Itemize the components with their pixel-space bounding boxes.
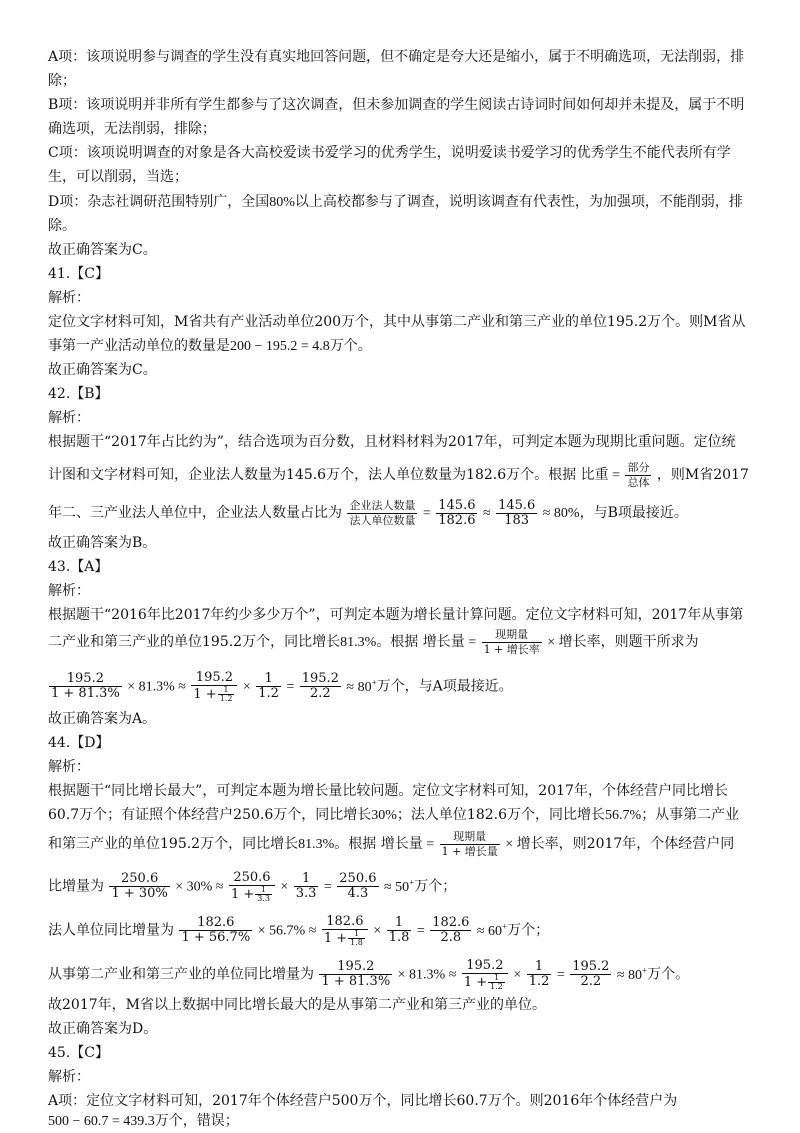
fraction: 部分 总体	[627, 460, 650, 489]
fraction: $\frac{195.2}{2.2}$	[301, 671, 339, 702]
text-line: 故正确答案为B。	[48, 535, 157, 551]
text-line: 根据题干“同比增长最大”，可判定本题为增长量比较问题。定位文字材料可知，2017年，个体经营户同比增长	[48, 783, 728, 799]
text-line: 法人单位同比增量为 $\frac{182.6}{1 + 56.7\%}$ × 56.7% ≈ 182.6 1 + $\frac{1}{1.8}$ × $\frac{1}{1.8}$ = $\frac{182.6}{2.8}$ ≈ 60+万个；	[48, 913, 550, 947]
fraction: $\frac{195.2}{1 + 81.3\%}$	[321, 959, 391, 990]
fraction: $\frac{1}{1.2}$	[528, 959, 550, 990]
text-line: A项：定位文字材料可知，2017年个体经营户500万个，同比增长60.7万个。则2016年个体经营户为	[48, 1093, 678, 1109]
fraction: 195.2 1 + $\frac{1}{1.2}$	[462, 959, 508, 991]
text-line: 二产业和第三产业的单位195.2万个，同比增长81.3%。根据 增长量 = 现期量 1 + 增长率 × 增长率，则题干所求为	[48, 627, 699, 656]
fraction: $\frac{195.2}{2.2}$	[572, 959, 610, 990]
text-line: 故正确答案为C。	[48, 362, 157, 378]
math-inline: 比重 =	[580, 468, 621, 483]
fraction: $\frac{145.6}{182.6}$	[438, 497, 476, 528]
math-inline: 200 − 195.2 = 4.8	[230, 339, 330, 354]
text-line: 定位文字材料可知，M省共有产业活动单位200万个，其中从事第二产业和第三产业的单位195.2万个。则M省从	[48, 314, 746, 330]
text-line: B项：该项说明并非所有学生都参与了这次调查，但未参加调查的学生阅读古诗词时间如何却并未提及，属于不明	[48, 97, 745, 113]
text-line: 生，可以削弱，当选；	[48, 169, 188, 185]
text-line: 根据题干“2017年占比约为”，结合选项为百分数，且材料材料为2017年，可判定本题为现期比重问题。定位统	[48, 434, 736, 450]
text-line: 故正确答案为C。	[48, 242, 157, 258]
fraction: 250.6 1 + $\frac{1}{3.3}$	[229, 871, 275, 903]
text-line: 年二、三产业法人单位中，企业法人数量占比为 企业法人数量 法人单位数量 = $\frac{145.6}{182.6}$ ≈ $\frac{145.6}{183}$ ≈ 80%，与B项最接近。	[48, 497, 688, 528]
question-number: 42.【B】	[48, 386, 109, 402]
fraction: $\frac{250.6}{1 + 30\%}$	[111, 871, 168, 902]
fraction: $\frac{1}{3.3}$	[295, 871, 317, 902]
fraction: $\frac{1}{1.2}$	[258, 671, 279, 702]
text-line: 根据题干“2016年比2017年约少多少万个”，可判定本题为增长量计算问题。定位文字材料可知，2017年从事第	[48, 607, 744, 623]
text-line: 从事第二产业和第三产业的单位同比增量为 $\frac{195.2}{1 + 81.3\%}$ × 81.3% ≈ 195.2 1 + $\frac{1}{1.2}$ × $\frac{1}{1.2}$ = $\frac{195.2}{2.2}$ ≈ 80+万个。	[48, 957, 690, 991]
question-number: 44.【D】	[48, 735, 110, 751]
text-line: 解析：	[48, 410, 90, 426]
text-line: A项：该项说明参与调查的学生没有真实地回答问题，但不确定是夸大还是缩小，属于不明确选项，无法削弱，排	[48, 49, 745, 65]
text-line: 故2017年，M省以上数据中同比增长最大的是从事第二产业和第三产业的单位。	[48, 997, 546, 1013]
text-line: 60.7万个；有证照个体经营户250.6万个，同比增长30%；法人单位182.6万个，同比增长56.7%；从事第二产业	[48, 807, 740, 823]
text-line: 故正确答案为D。	[48, 1021, 158, 1037]
text-line: 解析：	[48, 583, 90, 599]
fraction: $\frac{195.2}{1 + 81.3\%}$	[51, 671, 120, 702]
fraction: 现期量 1 + 增长量	[441, 829, 498, 858]
question-number: 41.【C】	[48, 266, 109, 282]
text-line: 解析：	[48, 290, 90, 306]
fraction: $\frac{250.6}{4.3}$	[339, 871, 377, 902]
fraction: 企业法人数量 法人单位数量	[349, 498, 416, 527]
question-number: 45.【C】	[48, 1045, 109, 1061]
text-line: 解析：	[48, 1069, 90, 1085]
text-line: 确选项，无法削弱，排除；	[48, 121, 216, 137]
fraction: 195.2 1 + $\frac{1}{1.2}$	[191, 671, 237, 703]
fraction: $\frac{1}{1.8}$	[388, 915, 410, 946]
text-line: 事第一产业活动单位的数量是200 − 195.2 = 4.8万个。	[48, 338, 372, 354]
text-line: 比增量为 $\frac{250.6}{1 + 30\%}$ × 30% ≈ 250.6 1 + $\frac{1}{3.3}$ × $\frac{1}{3.3}$ = $\frac{250.6}{4.3}$ ≈ 50+万个；	[48, 869, 457, 903]
question-number: 43.【A】	[48, 559, 109, 575]
fraction: $\frac{145.6}{183}$	[498, 497, 536, 528]
text-line: D项：杂志社调研范围特别广，全国80%以上高校都参与了调查，说明该调查有代表性，为加强项，不能削弱，排	[48, 194, 743, 210]
fraction: $\frac{182.6}{2.8}$	[432, 915, 470, 946]
text-line: C项：该项说明调查的对象是各大高校爱读书爱学习的优秀学生，说明爱读书爱学习的优秀学生不能代表所有学	[48, 145, 731, 161]
fraction: 现期量 1 + 增长率	[483, 627, 540, 656]
text-line: 500 − 60.7 = 439.3万个，错误；	[48, 1113, 239, 1129]
fraction: $\frac{182.6}{1 + 56.7\%}$	[181, 915, 251, 946]
text-line: 故正确答案为A。	[48, 711, 157, 727]
text-line: 除。	[48, 218, 76, 234]
text-line: 解析：	[48, 759, 90, 775]
text-line: 除；	[48, 73, 76, 89]
fraction: 182.6 1 + $\frac{1}{1.8}$	[322, 915, 368, 947]
math-inline: 80%	[269, 195, 295, 210]
text-line: 计图和文字材料可知，企业法人数量为145.6万个，法人单位数量为182.6万个。根据 比重 = 部分 总体 ，则M省2017	[48, 460, 749, 489]
text-line: $\frac{195.2}{1 + 81.3\%}$ × 81.3% ≈ 195.2 1 + $\frac{1}{1.2}$ × $\frac{1}{1.2}$ = $\frac{195.2}{2.2}$ ≈ 80+万个，与A项最接近。	[51, 669, 513, 703]
text-line: 和第三产业的单位195.2万个，同比增长81.3%。根据 增长量 = 现期量 1 + 增长量 × 增长率，则2017年，个体经营户同	[48, 829, 735, 858]
